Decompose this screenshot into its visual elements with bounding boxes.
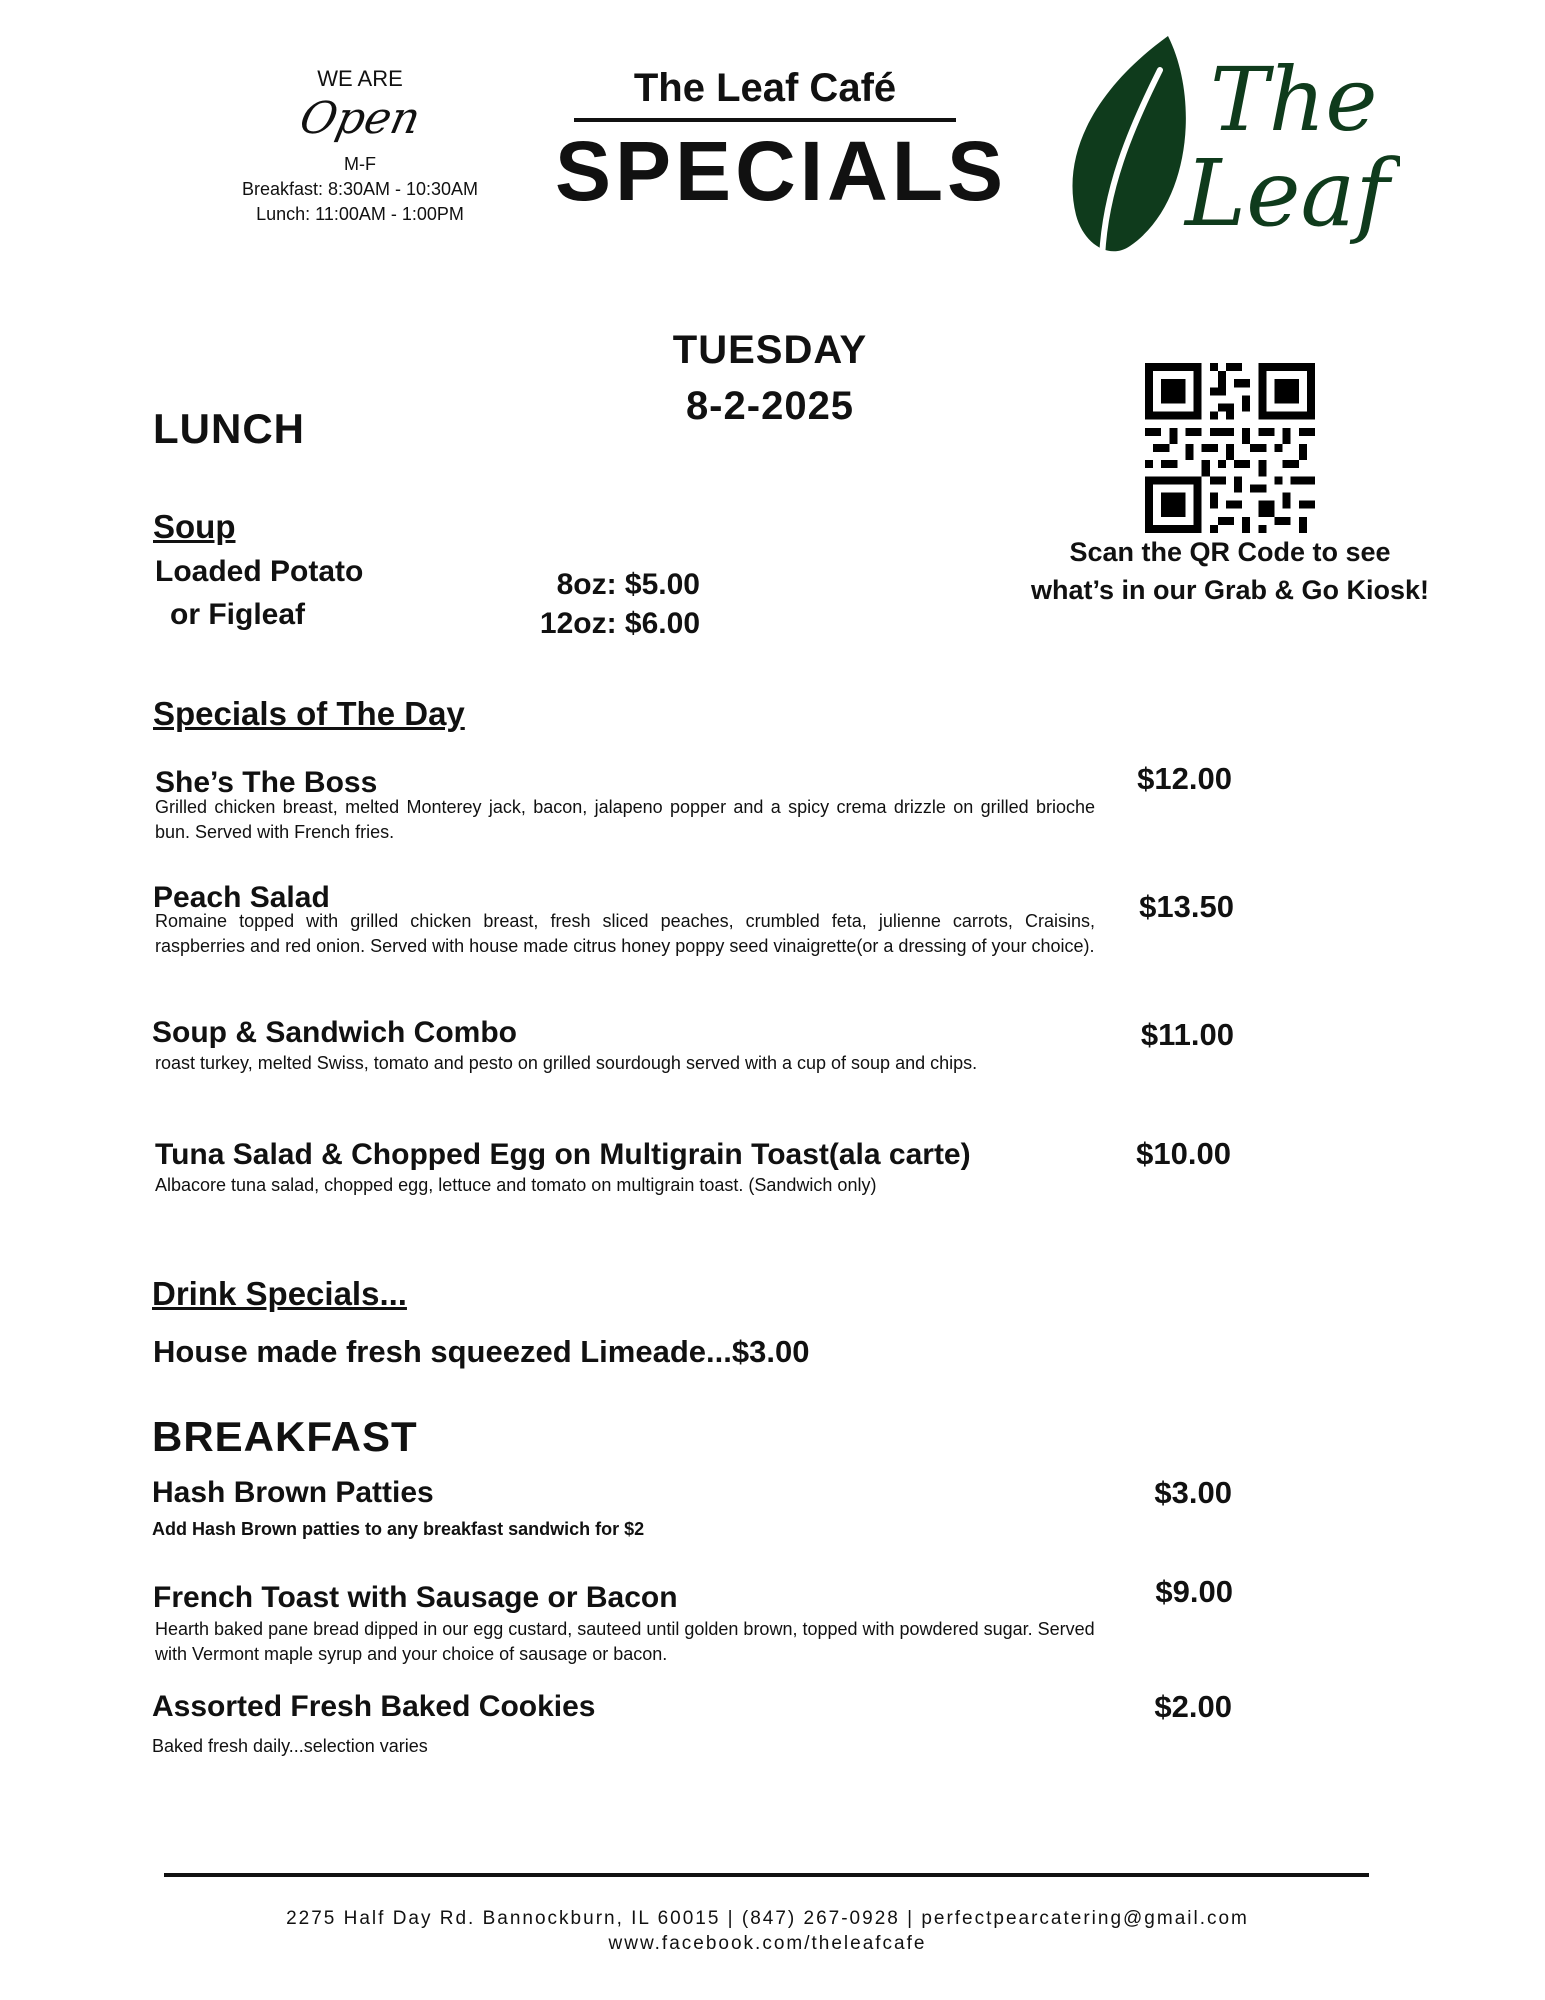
- cafe-name: The Leaf Café: [633, 66, 897, 110]
- menu-item-price: $2.00: [1154, 1689, 1232, 1724]
- logo-word-the: The: [1210, 48, 1378, 151]
- leaf-icon: [1072, 36, 1185, 258]
- menu-item-name: French Toast with Sausage or Bacon: [153, 1581, 678, 1614]
- footer-facebook-link[interactable]: www.facebook.com/theleafcafe: [608, 1933, 927, 1954]
- drink-specials-heading: Drink Specials...: [152, 1275, 407, 1312]
- soup-price-8oz: 8oz: $5.00: [556, 568, 700, 601]
- date-block: [620, 322, 920, 434]
- menu-item-description: Add Hash Brown patties to any breakfast sandwich for $2: [152, 1519, 645, 1539]
- menu-item-name: Tuna Salad & Chopped Egg on Multigrain Toast(ala carte): [155, 1138, 971, 1171]
- menu-item-name: Hash Brown Patties: [152, 1476, 434, 1509]
- title-block: [555, 64, 1008, 220]
- soup-name-line1: Loaded Potato: [155, 555, 364, 588]
- menu-item-description: Hearth baked pane bread dipped in our egg custard, sauteed until golden brown, topped with powdered sugar. Served with Vermont maple syrup and your choice of sausage or bacon.: [155, 1619, 1095, 1664]
- footer-contact: 2275 Half Day Rd. Bannockburn, IL 60015 | (847) 267-0928 | perfectpearcatering@gmail.com: [286, 1908, 1249, 1929]
- qr-caption-line1: Scan the QR Code to see: [1069, 537, 1391, 567]
- menu-item-price: $10.00: [1136, 1136, 1231, 1171]
- open-label: Open: [295, 93, 425, 144]
- lunch-hours: Lunch: 11:00AM - 1:00PM: [256, 204, 464, 224]
- footer-divider: [164, 1873, 1369, 1877]
- menu-item-price: $9.00: [1155, 1574, 1233, 1609]
- menu-item-description: Albacore tuna salad, chopped egg, lettuce and tomato on multigrain toast. (Sandwich only): [155, 1175, 877, 1195]
- soup-heading: Soup: [153, 508, 236, 545]
- leaf-logo: [1060, 30, 1400, 275]
- menu-item-price: $13.50: [1139, 889, 1234, 924]
- menu-item-description: Romaine topped with grilled chicken breast, fresh sliced peaches, crumbled feta, julienne carrots, Craisins, raspberries and red onion. Served with house made citrus honey poppy seed vinaigrette(or a dressing of your choice).: [155, 911, 1095, 956]
- drink-special-item: House made fresh squeezed Limeade...$3.00: [153, 1334, 810, 1369]
- qr-code-icon[interactable]: [1145, 363, 1315, 533]
- we-are-label: WE ARE: [317, 66, 403, 91]
- menu-item-price: $11.00: [1140, 1017, 1234, 1052]
- lunch-heading: LUNCH: [153, 405, 305, 452]
- menu-item-name: Assorted Fresh Baked Cookies: [152, 1690, 596, 1723]
- footer: [120, 1906, 1415, 1956]
- menu-item-name: Soup & Sandwich Combo: [152, 1016, 517, 1049]
- menu-item-description: Grilled chicken breast, melted Monterey jack, bacon, jalapeno popper and a spicy crema drizzle on grilled brioche bun. Served with French fries.: [155, 797, 1095, 842]
- menu-item-name: Peach Salad: [153, 881, 330, 914]
- menu-item-description: Baked fresh daily...selection varies: [152, 1736, 428, 1756]
- hours-block: [200, 66, 520, 227]
- specials-of-the-day-heading: Specials of The Day: [153, 695, 465, 732]
- logo-word-leaf: Leaf: [1185, 140, 1390, 247]
- page-title: SPECIALS: [555, 124, 1008, 218]
- days-label: M-F: [344, 154, 376, 174]
- qr-caption: [1000, 533, 1460, 609]
- breakfast-heading: BREAKFAST: [152, 1413, 418, 1460]
- day-label: TUESDAY: [672, 328, 868, 372]
- date-label: 8-2-2025: [685, 384, 855, 428]
- menu-item-price: $12.00: [1137, 761, 1232, 796]
- soup-name-line2: or Figleaf: [170, 598, 306, 631]
- menu-item-name: She’s The Boss: [155, 766, 378, 799]
- breakfast-hours: Breakfast: 8:30AM - 10:30AM: [241, 179, 479, 199]
- qr-caption-line2: what’s in our Grab & Go Kiosk!: [1030, 575, 1430, 605]
- menu-item-description: roast turkey, melted Swiss, tomato and pesto on grilled sourdough served with a cup of soup and chips.: [155, 1053, 978, 1073]
- soup-price-12oz: 12oz: $6.00: [539, 607, 700, 640]
- menu-item-price: $3.00: [1154, 1475, 1232, 1510]
